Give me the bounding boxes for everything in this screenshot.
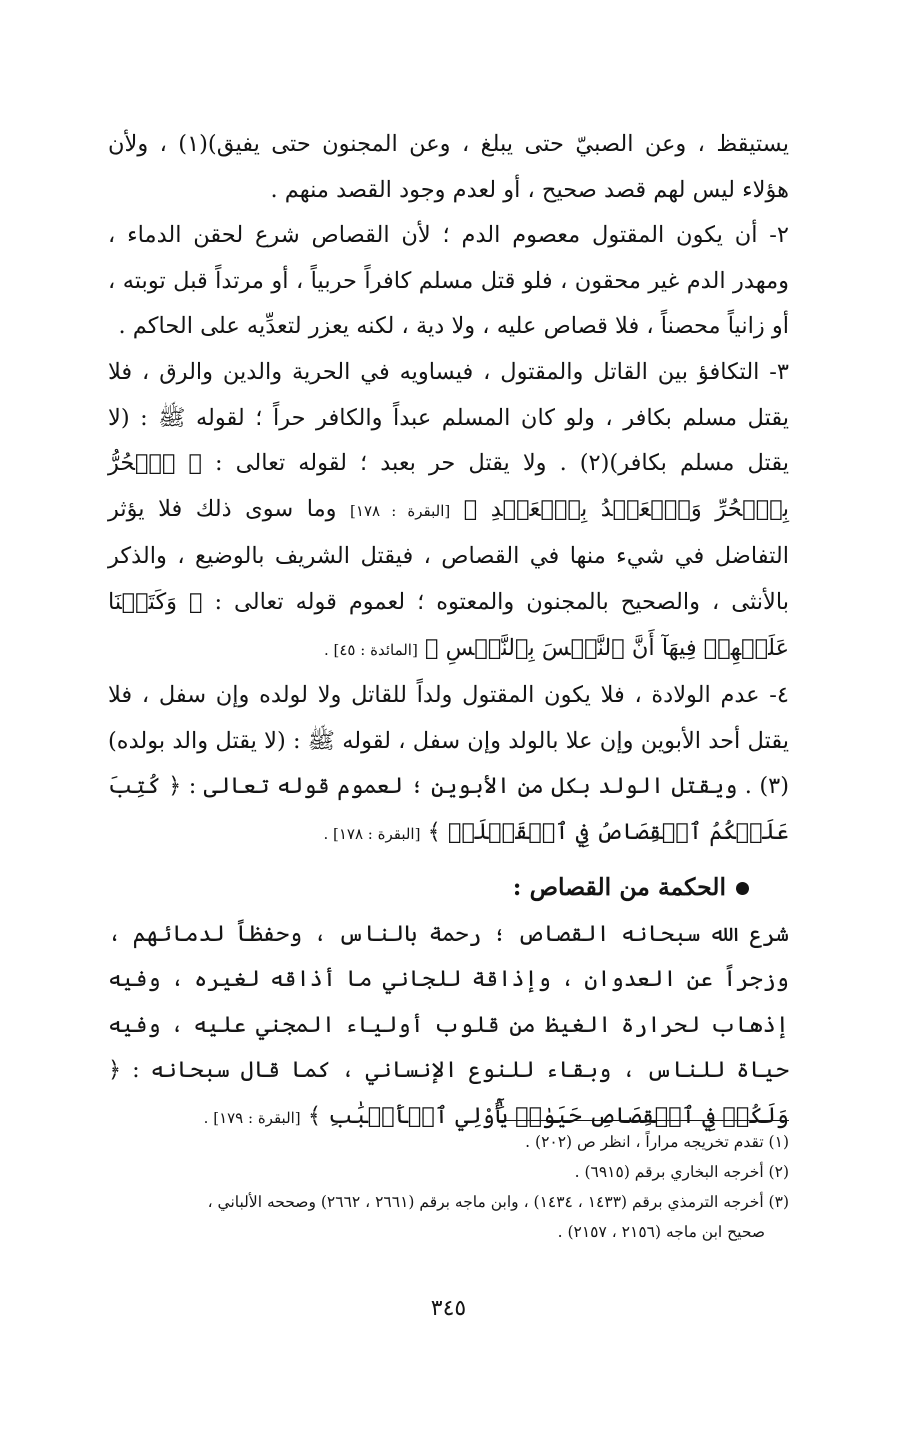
paragraph-3-continued: وما سوى ذلك فلا يؤثر التفاضل في شيء منها في القصاص ، فيقتل الشريف بالوضيع ، والذكر بالأنثى ، والصحيح بالمجنون والمعتوه ؛ لعموم قوله تعالى : ﴿ وَكَتَبۡنَا عَلَيۡهِمۡ فِيهَآ أَنَّ ٱلنَّفۡسَ بِٱلنَّفۡسِ ﴾	[108, 495, 789, 661]
paragraph-2-condition-ma'sum: ٢- أن يكون المقتول معصوم الدم ؛ لأن القصاص شرع لحقن الدماء ، ومهدر الدم غير محقون ، فلو قتل مسلم كافراً حربياً ، أو مرتداً قبل توبته ، أو زانياً محصناً ، فلا قصاص عليه ، ولا دية ، لكنه يعزر لتعدِّيه على الحاكم .	[108, 222, 789, 340]
page-number: ٣٤٥	[430, 1296, 467, 1321]
quran-reference: [البقرة : ١٧٨]	[350, 501, 451, 520]
quran-reference: [البقرة : ١٧٩] .	[203, 1108, 301, 1127]
paragraph-5-wisdom	[108, 912, 789, 1142]
paragraph-4-text: ٤- عدم الولادة ، فلا يكون المقتول ولداً للقاتل ولا لولده وإن سفل ، فلا يقتل أحد الأبوين وإن علا بالولد وإن سفل ، لقوله ﷺ : (لا يقتل والد بولده)(٣) . ويقتل الولد بكل من الأبوين ؛ لعموم قوله تعالى : ﴿ كُتِبَ عَلَيۡكُمُ ٱلۡقِصَاصُ فِي ٱلۡقَتۡلَىۖ ﴾	[108, 682, 789, 845]
paragraph-5-text: شرع الله سبحانه القصاص ؛ رحمة بالناس ، وحفظاً لدمائهم ، وزجراً عن العدوان ، وإذاقة للجاني ما أذاقه لغيره ، وفيه إذهاب لحرارة الغيظ من قلوب أولياء المجني عليه ، وفيه حياة للناس ، وبقاء للنوع الإنساني ، كما قال سبحانه : ﴿ وَلَكُمۡ فِي ٱلۡقِصَاصِ حَيَوٰةٞ يَٰٓأُوْلِي ٱلۡأَلۡبَٰبِ ﴾	[108, 920, 789, 1129]
quran-reference: [البقرة : ١٧٨] .	[323, 824, 421, 843]
bullet-icon	[736, 882, 749, 895]
footnotes	[108, 1120, 789, 1247]
footnote-2: (٢) أخرجه البخاري برقم (٦٩١٥) .	[574, 1163, 789, 1181]
section-heading	[108, 862, 789, 912]
quran-reference: [المائدة : ٤٥] .	[323, 640, 418, 659]
section-heading-text: الحكمة من القصاص :	[512, 872, 726, 901]
page-body	[108, 122, 789, 1141]
paragraph-1: يستيقظ ، وعن الصبيّ حتى يبلغ ، وعن المجنون حتى يفيق)(١) ، ولأن هؤلاء ليس لهم قصد صحيح ، أو لعدم وجود القصد منهم .	[108, 131, 789, 203]
footnote-divider	[497, 1120, 789, 1121]
paragraph-4-condition-birth	[108, 673, 789, 857]
paragraph-3-condition-equivalence	[108, 350, 789, 673]
paragraph-3-text: ٣- التكافؤ بين القاتل والمقتول ، فيساويه في الحرية والدين والرق ، فلا يقتل مسلم بكافر ، ولو كان المسلم عبداً والكافر حراً ؛ لقوله ﷺ : (لا يقتل مسلم بكافر)(٢) . ولا يقتل حر بعبد ؛ لقوله تعالى : ﴿ ٱلۡحُرُّ بِٱلۡحُرِّ وَٱلۡعَبۡدُ بِٱلۡعَبۡدِ ﴾	[108, 358, 790, 522]
footnote-3: (٣) أخرجه الترمذي برقم (١٤٣٣ ، ١٤٣٤) ، وابن ماجه برقم (٢٦٦١ ، ٢٦٦٢) وصححه الألباني ،	[207, 1193, 789, 1211]
footnote-3-continued: صحيح ابن ماجه (٢١٥٦ ، ٢١٥٧) .	[557, 1223, 765, 1241]
footnote-1: (١) تقدم تخريجه مراراً ، انظر ص (٢٠٢) .	[525, 1133, 789, 1151]
